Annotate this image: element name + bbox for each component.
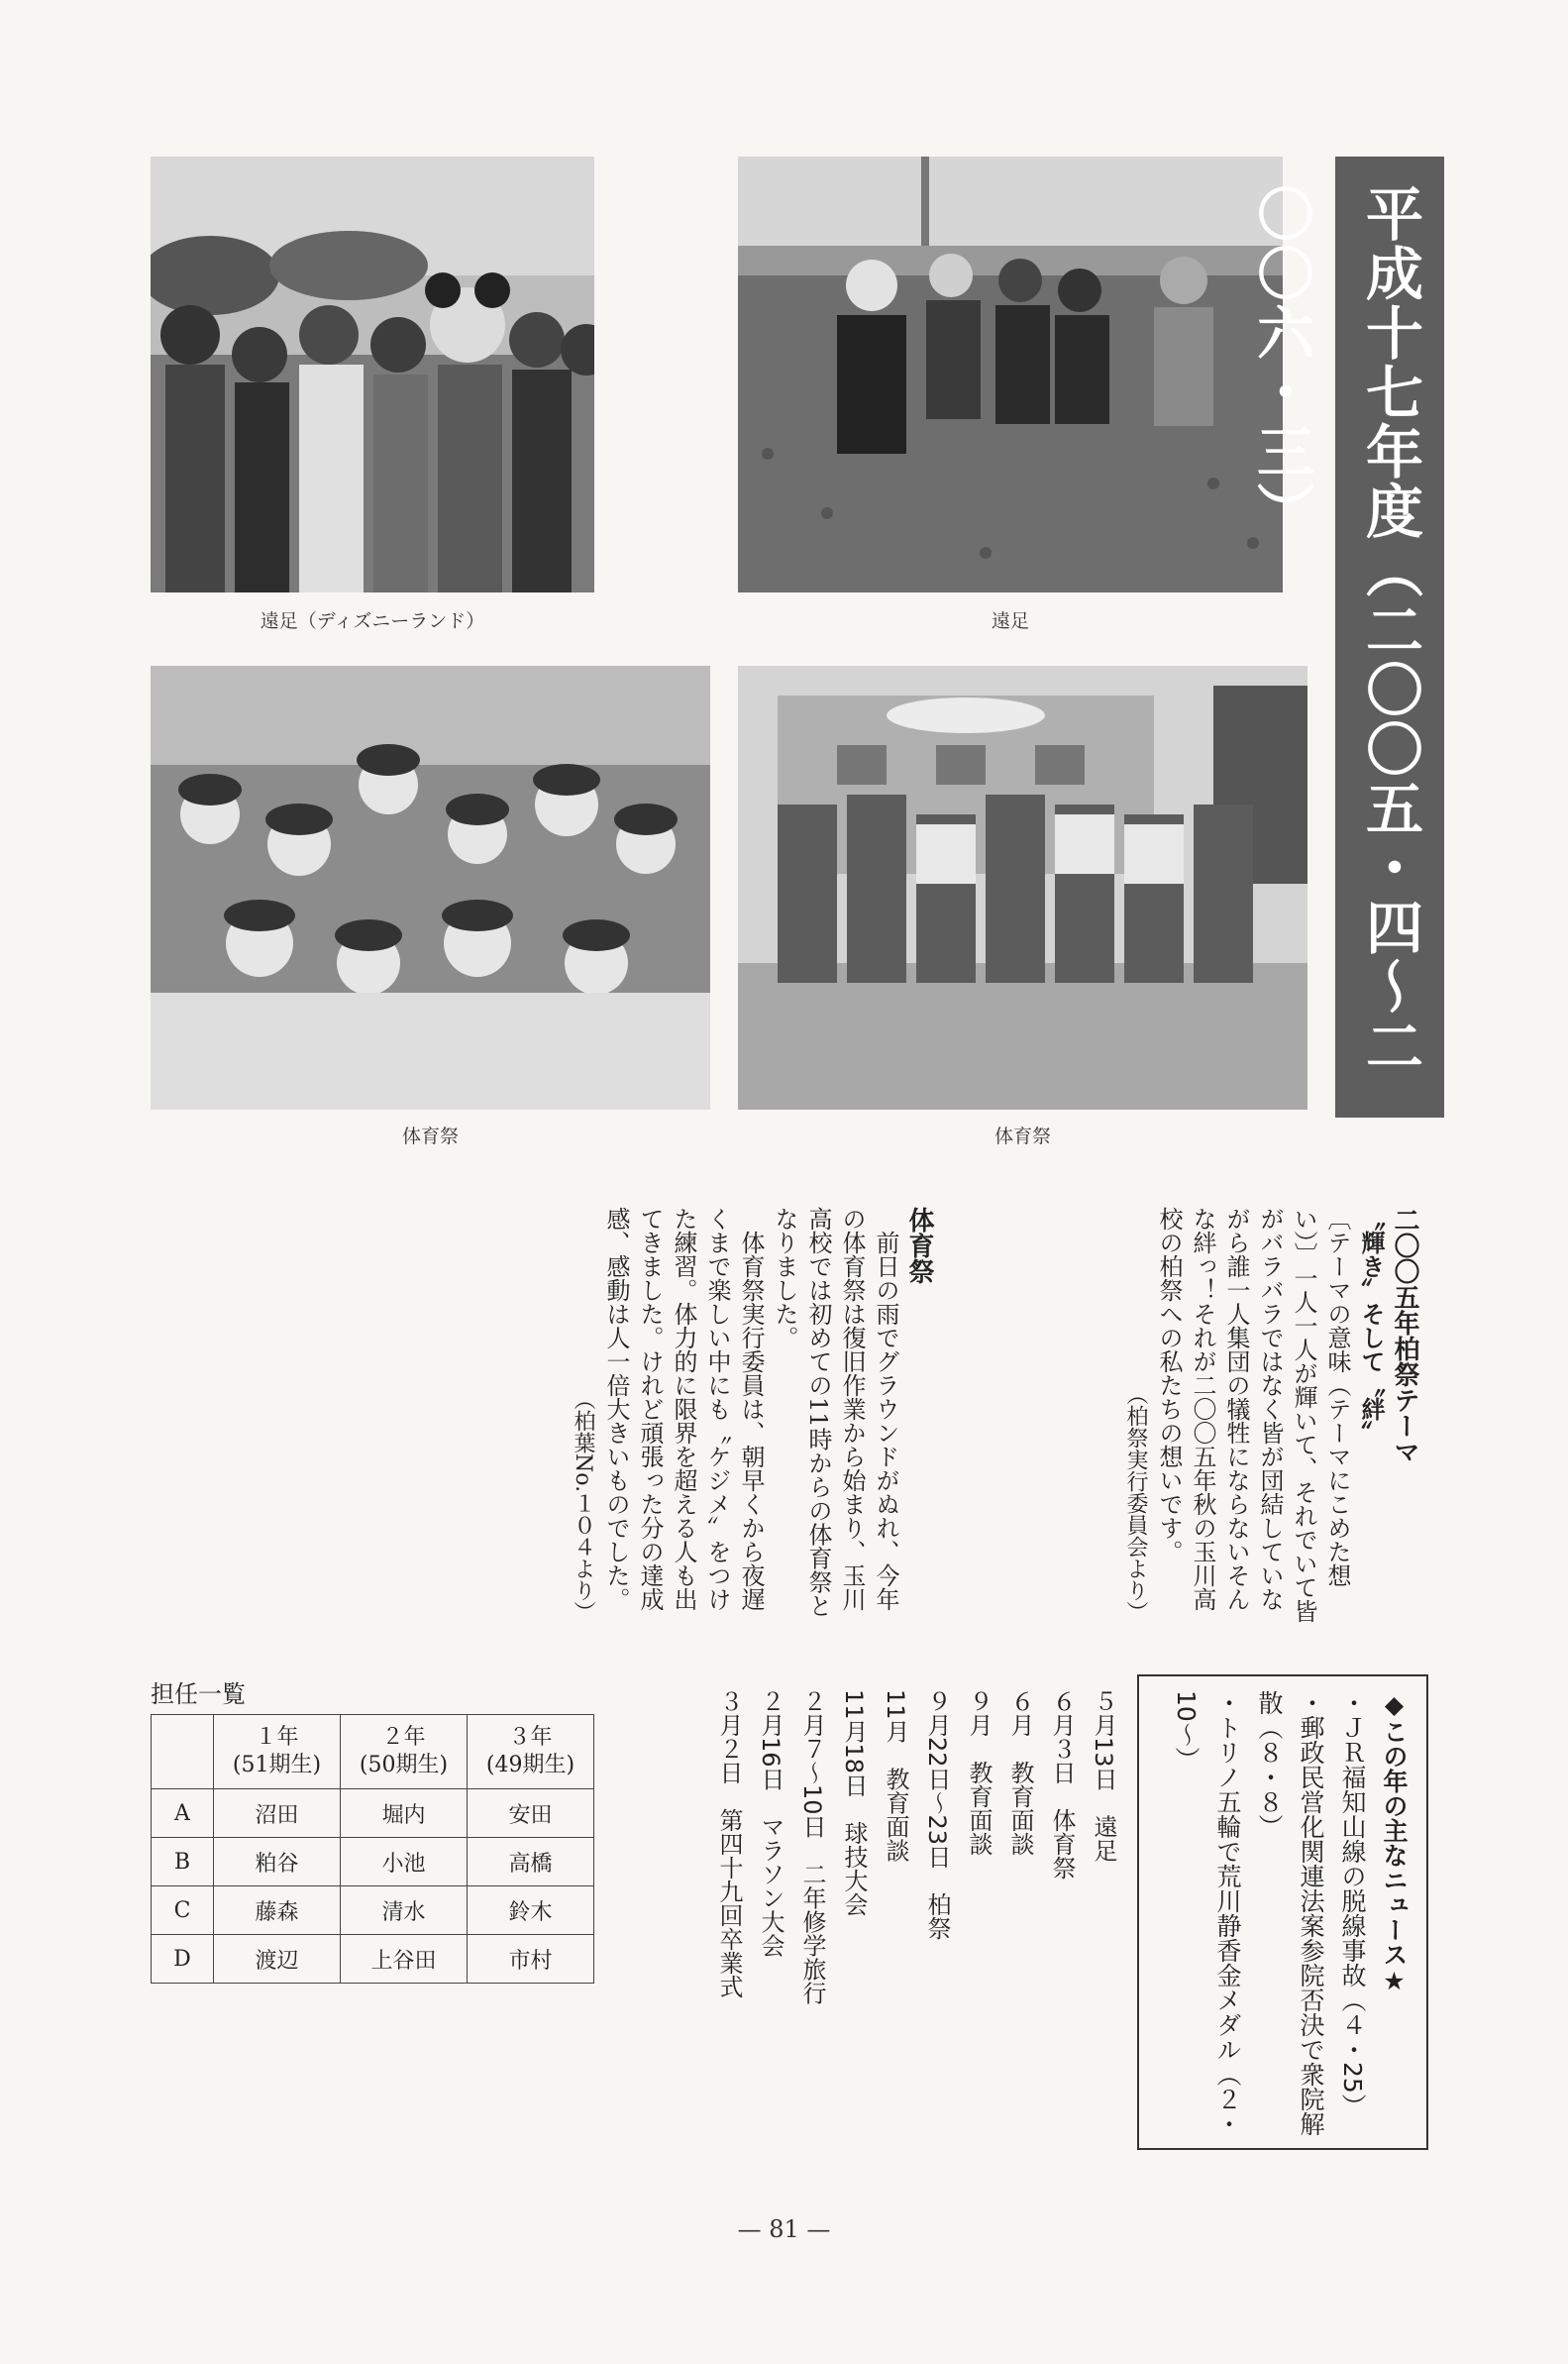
table-row [152, 1886, 594, 1935]
photo-sports-toss [738, 666, 1307, 1110]
news-item: ・ＪＲ福知山線の脱線事故（４・25） [1338, 1690, 1367, 2118]
sports-body-2: 体育祭実行委員は、朝早くから夜遅くまで楽しい中にも〝ケジメ〟をつけた練習。体力的に限界を超える人も出てきました。けれど頑張った分の達成感、感動は人一倍大きいものでした。 [602, 1207, 765, 1611]
teachers-title: 担任一覧 [151, 1680, 246, 1708]
event-item: ２月７〜10日 二年修学旅行 [798, 1689, 826, 2005]
table-col-header [341, 1715, 468, 1789]
event-item: 11月 教育面談 [882, 1689, 909, 1863]
row-class: D [152, 1935, 214, 1984]
sports-body-1: 前日の雨でグラウンドがぬれ、今年の体育祭は復旧作業から始まり、玉川高校では初めての11時からの体育祭となりました。 [771, 1207, 899, 1618]
teacher-cell: 堀内 [341, 1789, 468, 1838]
table-corner [152, 1715, 214, 1789]
theme-article [1055, 1207, 1421, 1623]
table-row [152, 1935, 594, 1984]
teacher-cell: 沼田 [214, 1789, 341, 1838]
event-item: ６月 教育面談 [1006, 1689, 1034, 1856]
event-item: ３月２日 第四十九回卒業式 [715, 1689, 743, 1998]
table-row [152, 1789, 594, 1838]
sports-heading: 体育祭 [904, 1207, 934, 1284]
event-item: 11月18日 球技大会 [840, 1689, 868, 1917]
title-band [1247, 157, 1444, 1118]
photo-caption: 体育祭 [401, 1126, 459, 1147]
event-item: ６月３日 体育祭 [1048, 1689, 1076, 1880]
teacher-cell: 渡辺 [214, 1935, 341, 1984]
teacher-cell: 安田 [468, 1789, 594, 1838]
events-list [708, 1689, 1124, 2066]
photo-sports-toss-image [738, 666, 1307, 1110]
page-number: — 81 — [737, 2215, 831, 2243]
theme-source: （柏祭実行委員会より） [1123, 1383, 1148, 1623]
event-item: ９月 教育面談 [965, 1689, 993, 1856]
row-class: C [152, 1886, 214, 1935]
row-class: A [152, 1789, 214, 1838]
theme-body: 〔テーマの意味（テーマにこめた想い）〕一人一人が輝いて、それでいて皆がバラバラではなく皆が団結していながら誰一人集団の犠牲にならないそんな絆っ！それが二〇〇五年秋の玉川高校の柏祭への私たちの想いです。 [1155, 1207, 1351, 1623]
photo-excursion [738, 157, 1283, 592]
col-generation: (51期生) [232, 1753, 322, 1777]
teacher-cell: 清水 [341, 1886, 468, 1935]
teachers-table [151, 1714, 594, 1984]
teacher-cell: 粕谷 [214, 1838, 341, 1886]
news-title: ◆この年の主なニュース★ [1380, 1690, 1409, 1995]
teacher-cell: 小池 [341, 1838, 468, 1886]
col-year: ３年 [508, 1725, 553, 1750]
page-title: 平成十七年度（二〇〇五・四〜二〇〇六・三） [1247, 184, 1423, 1076]
photo-sports-cheering-image [151, 666, 710, 1110]
news-list [1165, 1690, 1414, 2136]
table-header-row [152, 1715, 594, 1789]
news-box [1137, 1674, 1428, 2150]
teacher-cell: 上谷田 [341, 1935, 468, 1984]
photo-caption: 体育祭 [993, 1126, 1051, 1147]
photo-disneyland-image [151, 157, 594, 592]
theme-title: 〝輝き〟そして〝絆〟 [1357, 1207, 1386, 1445]
event-item: ９月22日〜23日 柏祭 [923, 1689, 951, 1941]
col-year: １年 [255, 1725, 299, 1750]
table-col-header [468, 1715, 594, 1789]
teacher-cell: 高橋 [468, 1838, 594, 1886]
table-row [152, 1838, 594, 1886]
teacher-cell: 市村 [468, 1935, 594, 1984]
col-generation: (49期生) [485, 1753, 575, 1777]
news-item: ・郵政民営化関連法案参院否決で衆院解散（８・８） [1255, 1690, 1325, 2136]
photo-excursion-image [738, 157, 1283, 592]
photo-disneyland [151, 157, 594, 592]
photo-caption: 遠足 [991, 610, 1029, 632]
photo-sports-cheering [151, 666, 710, 1110]
theme-heading: 二〇〇五年柏祭テーマ [1390, 1207, 1419, 1464]
teacher-cell: 鈴木 [468, 1886, 594, 1935]
sports-article [485, 1207, 936, 1623]
news-item: ・トリノ五輪で荒川静香金メダル（２・10〜） [1172, 1690, 1242, 2136]
event-item: ２月16日 マラソン大会 [757, 1689, 784, 1958]
teacher-cell: 藤森 [214, 1886, 341, 1935]
event-item: ５月13日 遠足 [1090, 1689, 1117, 1863]
photo-caption: 遠足（ディズニーランド） [260, 610, 485, 632]
row-class: B [152, 1838, 214, 1886]
table-col-header [214, 1715, 341, 1789]
col-generation: (50期生) [359, 1753, 449, 1777]
sports-source: （柏葉No.１０４より） [571, 1387, 595, 1623]
col-year: ２年 [381, 1725, 426, 1750]
